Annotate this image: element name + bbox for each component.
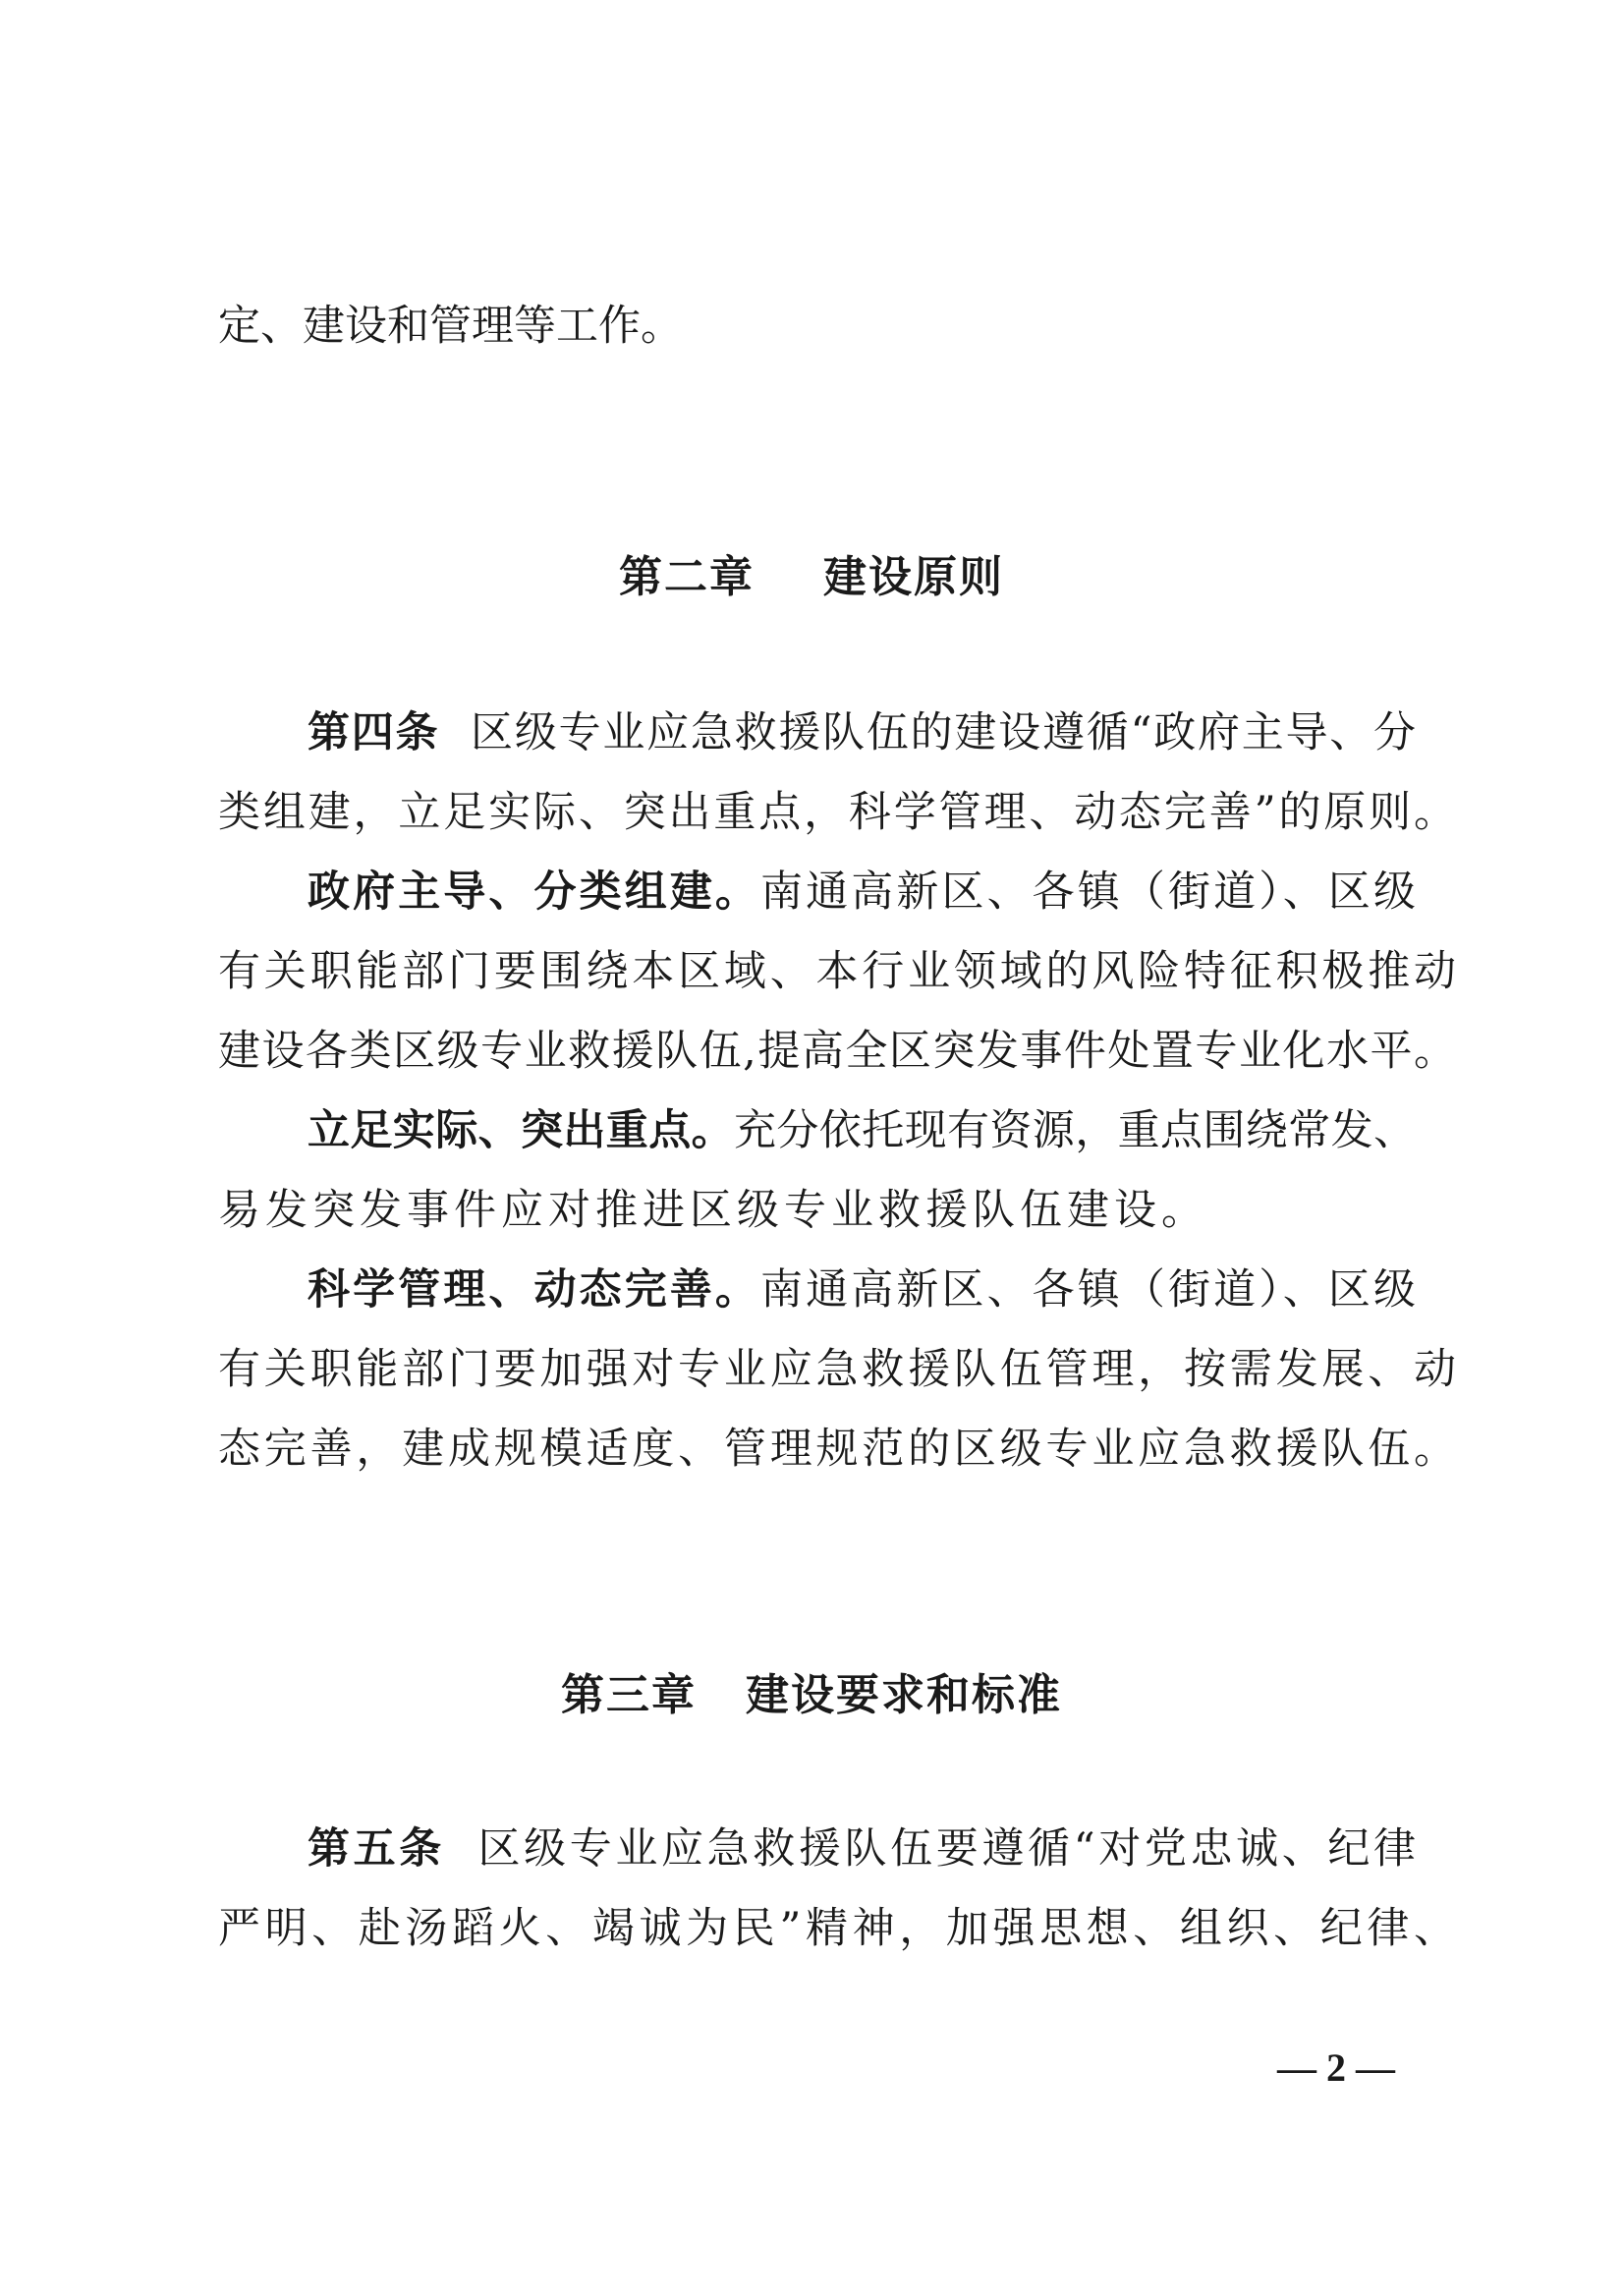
paragraph-continuation: 定、建设和管理等工作。 xyxy=(218,302,683,351)
chapter-title: 建设原则 xyxy=(823,552,1004,602)
article-5-line-1: 第五条 区级专业应急救援队伍要遵循“对党忠诚、纪律 xyxy=(308,1824,1417,1874)
principle-b-line-2: 易发突发事件应对推进区级专业救援队伍建设。 xyxy=(218,1186,1208,1235)
article-4-line-2: 类组建，立足实际、突出重点，科学管理、动态完善”的原则。 xyxy=(218,788,1456,837)
article-5-line-2: 严明、赴汤蹈火、竭诚为民”精神，加强思想、组织、纪律、 xyxy=(218,1904,1456,1953)
chapter-heading-3 xyxy=(0,1656,1623,1735)
principle-b-line-1: 立足实际、突出重点。充分依托现有资源，重点围绕常发、 xyxy=(308,1106,1416,1155)
principle-label: 政府主导、分类组建。 xyxy=(308,868,761,917)
chapter-number: 第二章 xyxy=(619,552,755,602)
article-label: 第五条 xyxy=(308,1824,445,1874)
chapter-heading-2 xyxy=(0,538,1623,617)
article-label: 第四条 xyxy=(308,708,440,757)
article-4-line-1: 第四条 区级专业应急救援队伍的建设遵循“政府主导、分 xyxy=(308,708,1417,757)
principle-a-line-1: 政府主导、分类组建。南通高新区、各镇（街道）、区级 xyxy=(308,868,1417,917)
chapter-title: 建设要求和标准 xyxy=(746,1670,1062,1720)
principle-label: 立足实际、突出重点。 xyxy=(308,1106,734,1155)
principle-c-line-1: 科学管理、动态完善。南通高新区、各镇（街道）、区级 xyxy=(308,1265,1417,1315)
principle-c-line-2: 有关职能部门要加强对专业应急救援队伍管理，按需发展、动 xyxy=(218,1345,1456,1394)
page-number: — 2 — xyxy=(1277,2045,1395,2090)
principle-a-line-3: 建设各类区级专业救援队伍,提高全区突发事件处置专业化水平。 xyxy=(218,1027,1456,1076)
chapter-number: 第三章 xyxy=(561,1670,697,1720)
principle-a-line-2: 有关职能部门要围绕本区域、本行业领域的风险特征积极推动 xyxy=(218,947,1456,996)
principle-label: 科学管理、动态完善。 xyxy=(308,1265,761,1315)
principle-c-line-3: 态完善，建成规模适度、管理规范的区级专业应急救援队伍。 xyxy=(218,1425,1456,1474)
